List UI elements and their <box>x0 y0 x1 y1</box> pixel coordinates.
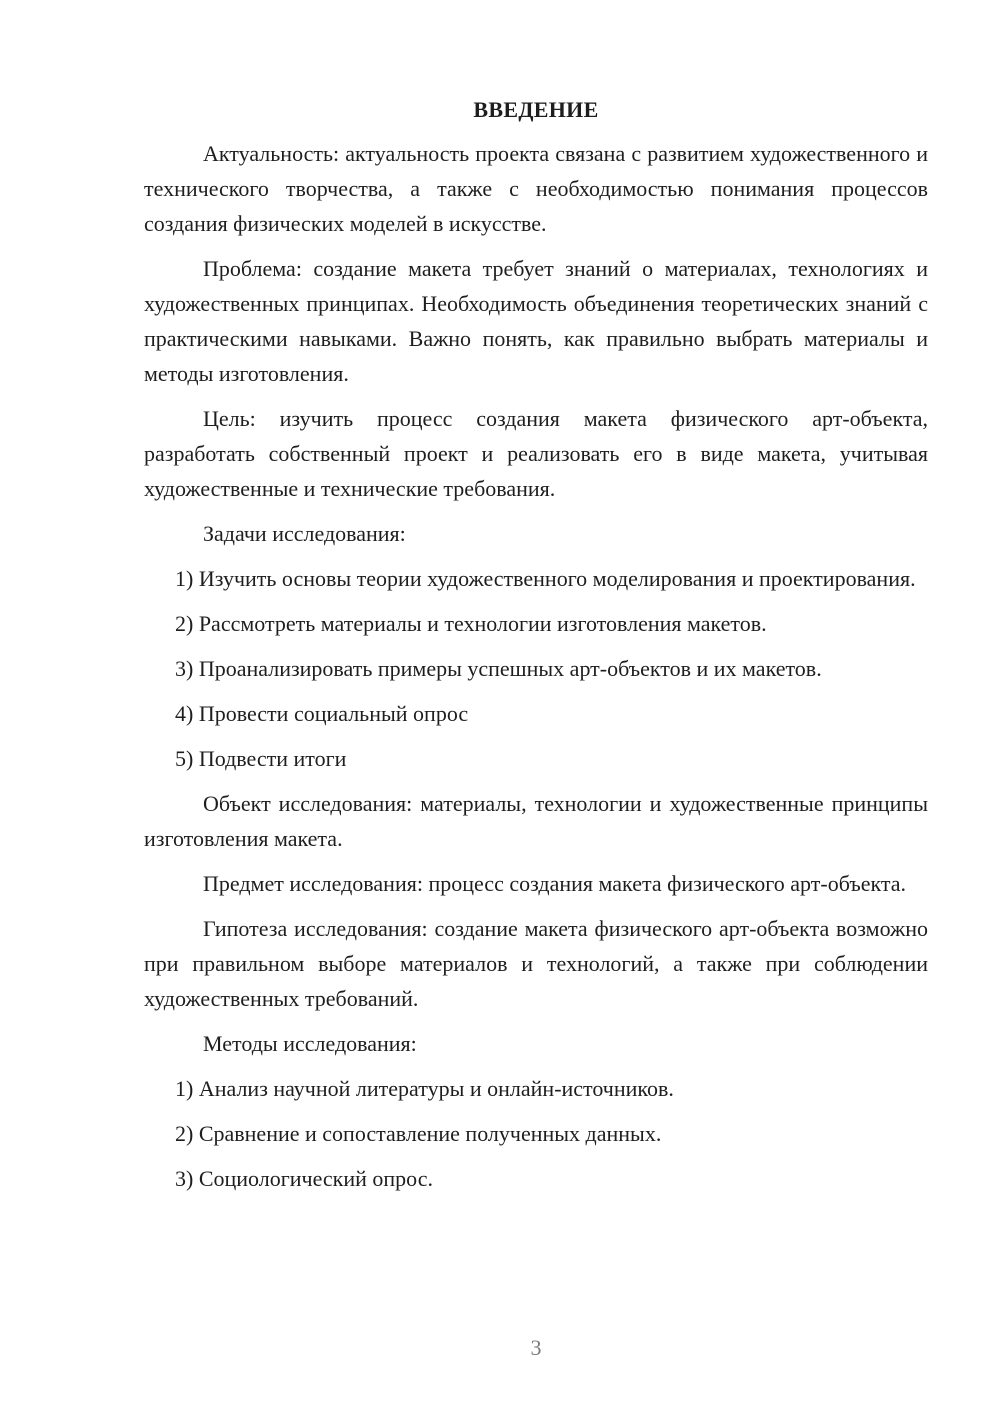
object-paragraph: Объект исследования: материалы, технологии и художественные принципы изготовления макета. <box>144 791 928 851</box>
goal-paragraph: Цель: изучить процесс создания макета физического арт-объекта, разработать собственный проект и реализовать его в виде макета, учитывая художественные и технические требования. <box>144 406 928 501</box>
section-heading: ВВЕДЕНИЕ <box>473 97 599 122</box>
method-item-1: 1) Анализ научной литературы и онлайн-источников. <box>175 1076 674 1101</box>
task-item-2: 2) Рассмотреть материалы и технологии изготовления макетов. <box>175 611 767 636</box>
subject-paragraph: Предмет исследования: процесс создания макета физического арт-объекта. <box>203 871 907 896</box>
page-number: 3 <box>530 1335 542 1360</box>
task-item-1: 1) Изучить основы теории художественного моделирования и проектирования. <box>175 566 916 591</box>
tasks-title: Задачи исследования: <box>203 521 406 546</box>
task-item-3: 3) Проанализировать примеры успешных арт-объектов и их макетов. <box>175 656 822 681</box>
methods-title: Методы исследования: <box>203 1031 417 1056</box>
page-content <box>144 95 928 1206</box>
method-item-2: 2) Сравнение и сопоставление полученных данных. <box>175 1121 662 1146</box>
method-item-3: 3) Социологический опрос. <box>175 1166 433 1191</box>
problem-paragraph: Проблема: создание макета требует знаний о материалах, технологиях и художественных принципах. Необходимость объединения теоретических знаний с практическими навыками. Важно понять, как правильно выбрать материалы и методы изготовления. <box>144 256 928 386</box>
task-item-5: 5) Подвести итоги <box>175 746 347 771</box>
relevance-paragraph: Актуальность: актуальность проекта связана с развитием художественного и технического творчества, а также с необходимостью понимания процессов создания физических моделей в искусстве. <box>144 141 928 236</box>
task-item-4: 4) Провести социальный опрос <box>175 701 469 726</box>
hypothesis-paragraph: Гипотеза исследования: создание макета физического арт-объекта возможно при правильном выборе материалов и технологий, а также при соблюдении художественных требований. <box>144 916 928 1011</box>
